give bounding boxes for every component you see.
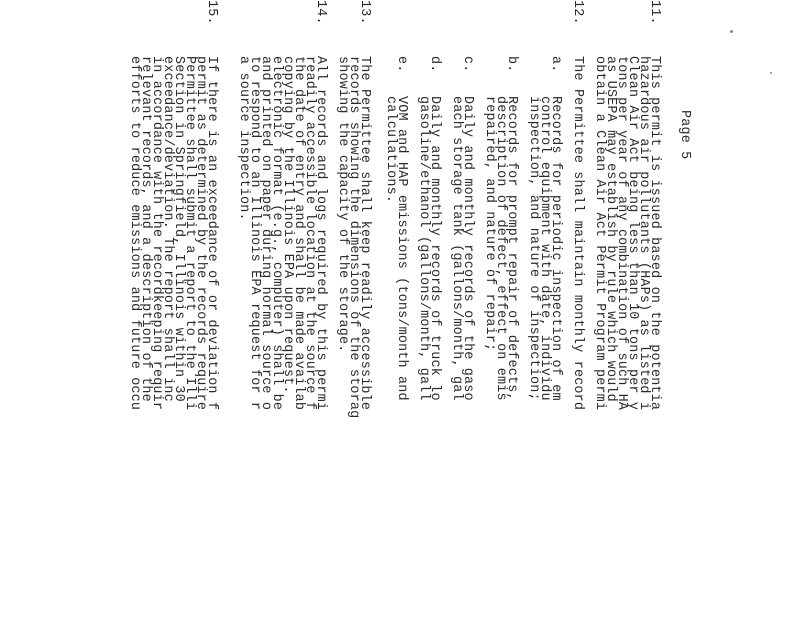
text-line: This permit is issued based on the potentia <box>647 56 662 411</box>
item-number: 11. <box>647 0 662 25</box>
subitem-letter: d. <box>427 56 442 73</box>
text-line: description of defect, effect on emis <box>493 96 508 401</box>
subitem-letter: a. <box>548 56 563 73</box>
scan-speck <box>770 72 772 74</box>
text-line: the date of entry and shall be made availab <box>291 56 306 411</box>
text-line: Permittee shall submit a report to the Illi <box>182 56 197 411</box>
item-number: 14. <box>313 0 328 25</box>
text-line: a source inspection. <box>236 56 251 221</box>
item-number: 15. <box>204 0 219 25</box>
subitem-letter: e. <box>394 56 409 73</box>
text-line: Daily and monthly records of the gaso <box>460 96 475 401</box>
text-line: in accordance with the recordkeeping requir <box>149 56 164 411</box>
text-line: repaired, and nature of repair; <box>482 96 497 352</box>
text-line: as USEPA may establish by rule which would <box>603 56 618 402</box>
item-number: 13. <box>357 0 372 25</box>
page-label: Page 5 <box>677 110 692 160</box>
text-line: and printed on paper during normal source o <box>258 56 273 411</box>
text-line: electronic format (e.g., computer) shall be <box>269 56 284 411</box>
text-line: If there is an exceedance of or deviation f <box>204 56 219 411</box>
text-line: efforts to reduce emissions and future occu <box>127 56 142 411</box>
text-line: permit as determined by the records require <box>193 56 208 411</box>
scan-speck <box>730 30 733 33</box>
text-line: inspection, and nature of inspection; <box>526 96 541 401</box>
text-line: control equipment with date, individu <box>537 96 552 401</box>
subitem-letter: b. <box>504 56 519 73</box>
text-line: readily accessible location at the source f <box>302 56 317 411</box>
text-line: gasoline/ethanol (gallons/month, gall <box>416 96 431 401</box>
text-line: each storage tank (gallons/month, gal <box>449 96 464 401</box>
text-line: VOM and HAP emissions (tons/month and <box>394 96 409 401</box>
text-line: to respond to an Illinois EPA request for r <box>247 56 262 411</box>
text-line: tons per year of any combination of such HA <box>614 56 629 411</box>
text-line: Daily and monthly records of truck lo <box>427 96 442 401</box>
text-line: calculations. <box>383 96 398 204</box>
text-line: showing the capacity of the storage. <box>335 56 350 353</box>
text-line: obtain a Clean Air Act Permit Program permi <box>592 56 607 411</box>
text-line: Clean Air Act being less than 10 tons per y <box>625 56 640 411</box>
text-line: All records and logs required by this permi <box>313 56 328 411</box>
text-line: Section in Springfield, Illinois within 30 <box>171 56 186 402</box>
text-line: relevant records, and a description of the <box>138 56 153 402</box>
text-line: Records for prompt repair of defects, <box>504 96 519 401</box>
text-line: copying by the Illinois EPA upon request. <box>280 56 295 394</box>
text-line: hazardous air pollutants (HAPs) as listed i <box>636 56 651 411</box>
rotated-document-body <box>127 0 692 618</box>
text-line: exceedance/deviation. The report shall inc <box>160 56 175 402</box>
text-line: Records for periodic inspection of em <box>548 96 563 401</box>
text-line: The Permittee shall keep readily accessible <box>357 56 372 411</box>
text-line: records showing the dimensions of the storag <box>346 56 361 419</box>
text-line: The Permittee shall maintain monthly record <box>570 56 585 411</box>
item-number: 12. <box>570 0 585 25</box>
subitem-letter: c. <box>460 56 475 73</box>
